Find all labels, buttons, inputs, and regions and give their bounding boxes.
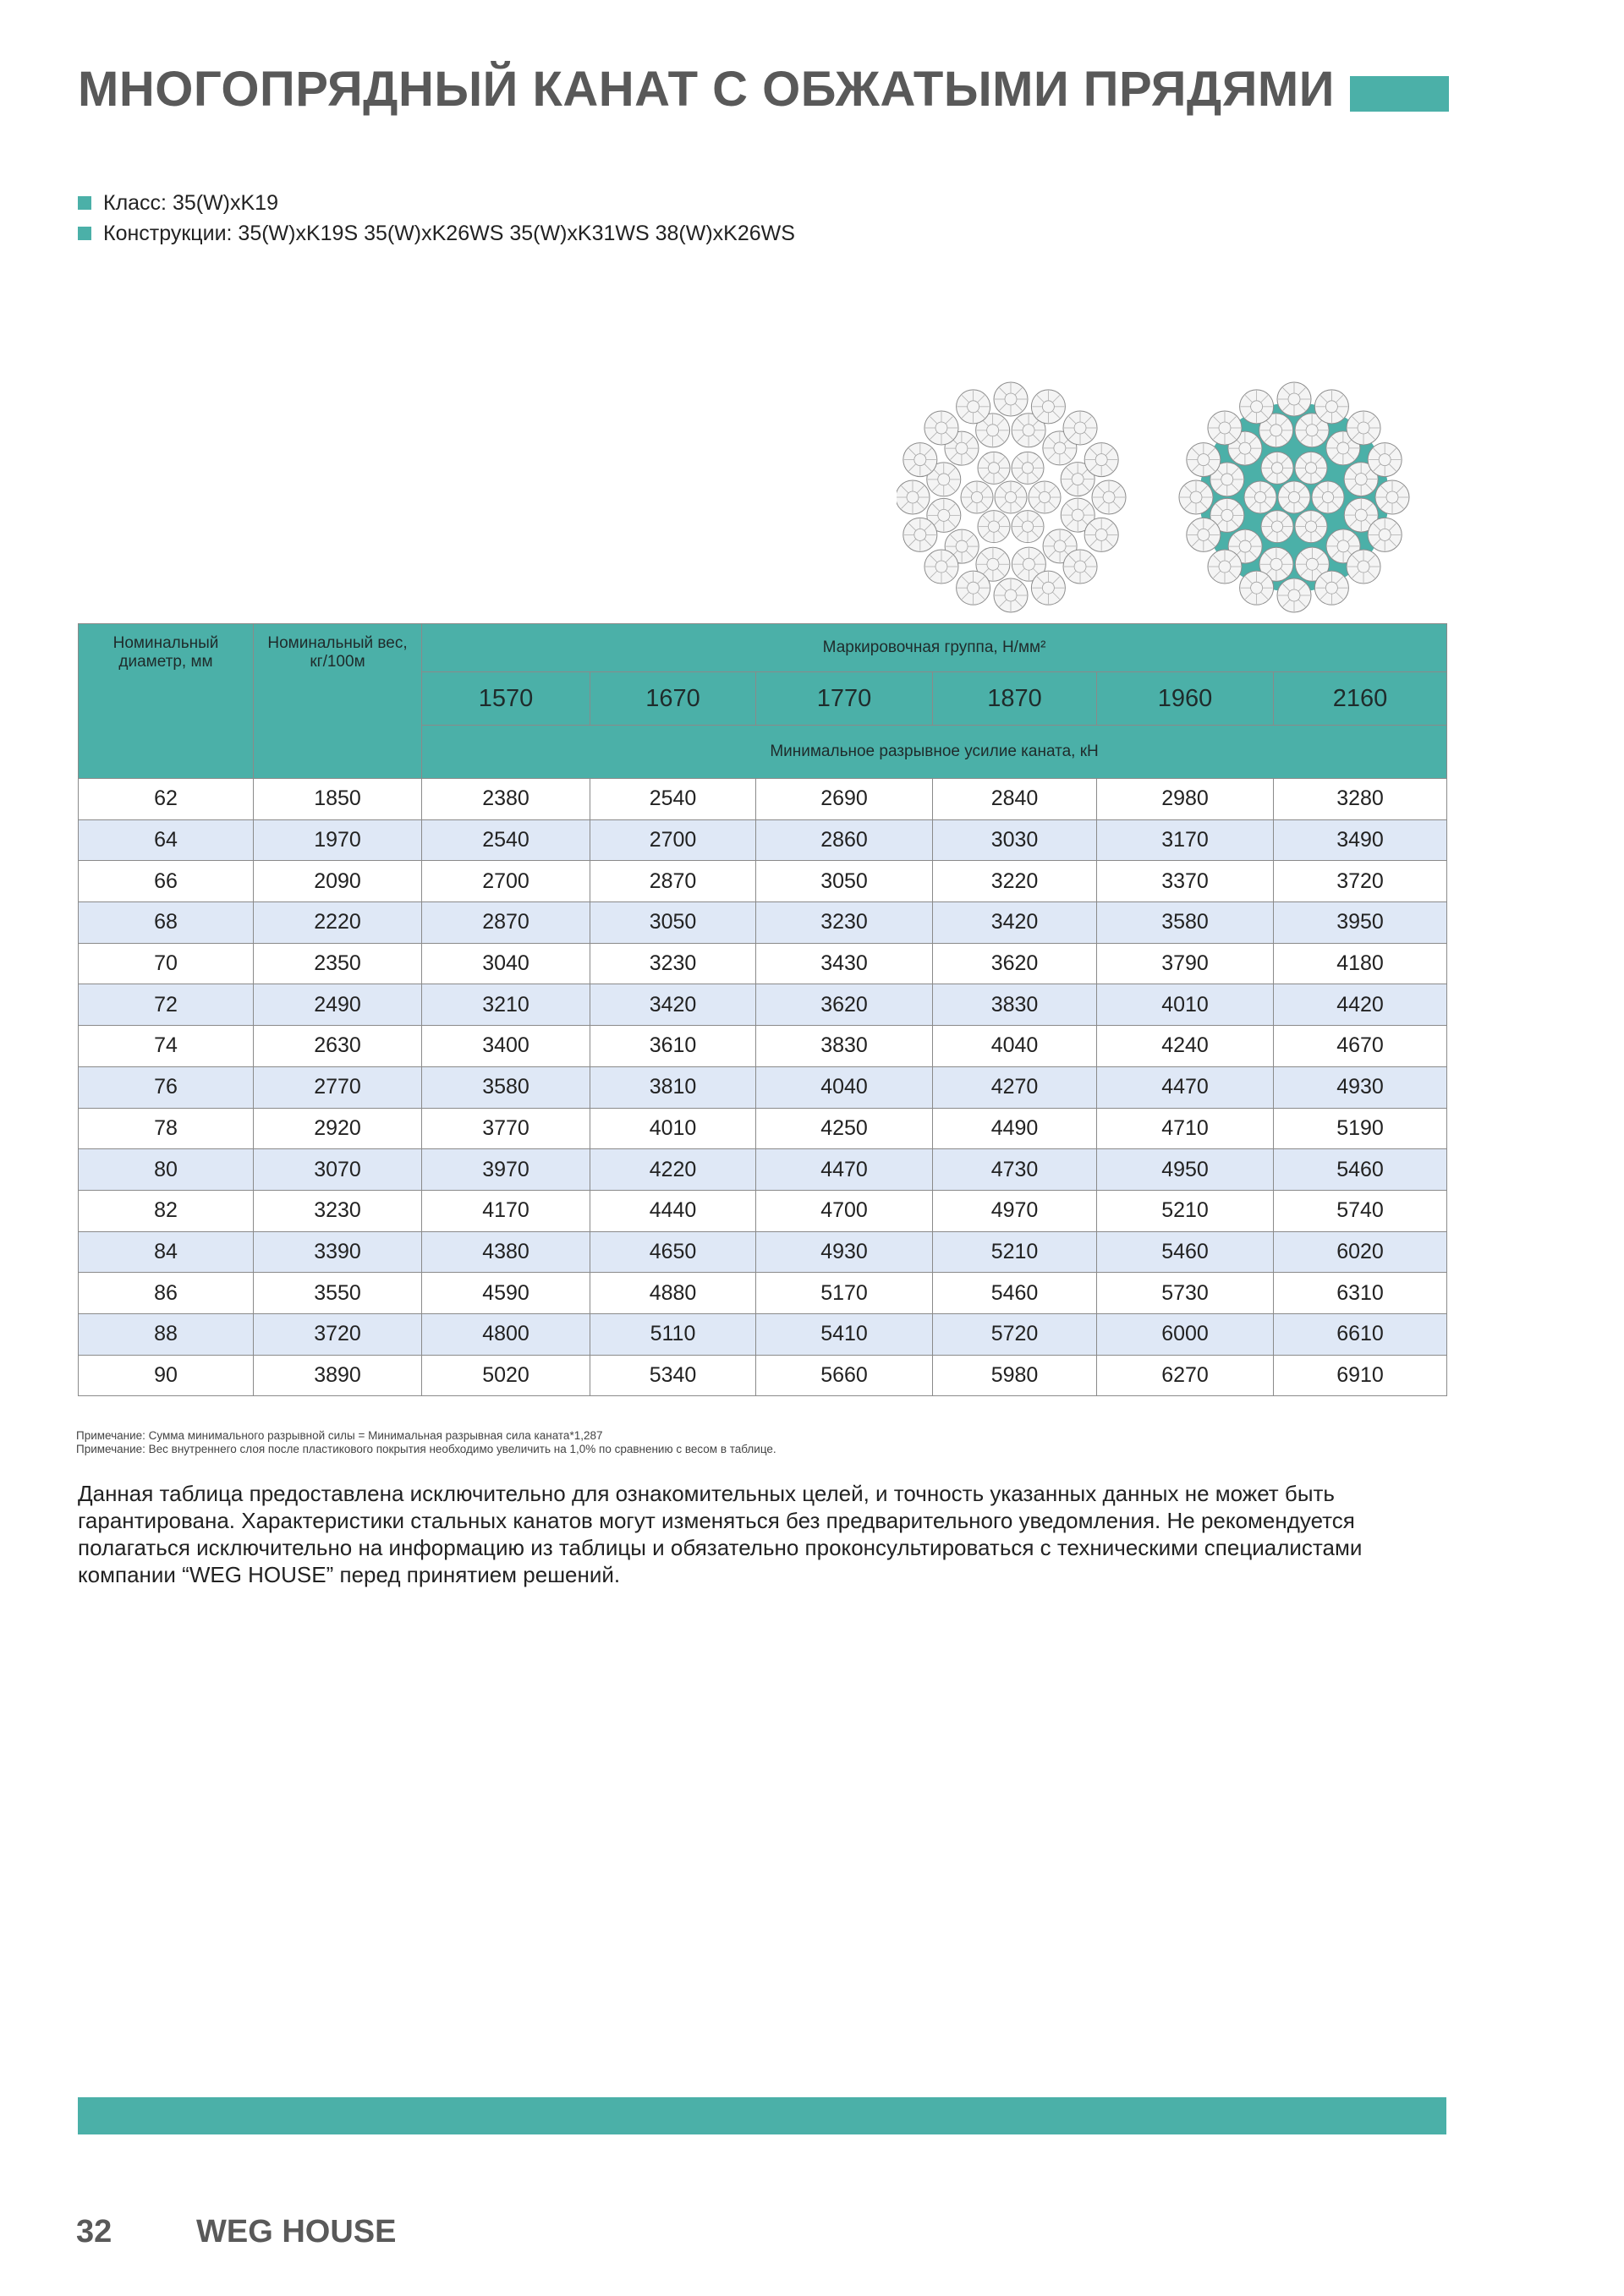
table-cell: 3030	[933, 819, 1097, 861]
table-cell: 2350	[254, 943, 422, 984]
table-cell: 6610	[1274, 1313, 1447, 1355]
table-cell: 3620	[933, 943, 1097, 984]
table-cell: 5410	[756, 1313, 933, 1355]
table-cell: 5980	[933, 1355, 1097, 1396]
table-cell: 3230	[756, 902, 933, 944]
header-grade: 1960	[1097, 672, 1274, 726]
table-row	[79, 1149, 1447, 1191]
rope-diagrams	[897, 379, 1421, 616]
table-cell: 4470	[756, 1149, 933, 1191]
table-cell: 6910	[1274, 1355, 1447, 1396]
table-cell: 4670	[1274, 1026, 1447, 1067]
table-cell: 88	[79, 1313, 254, 1355]
disclaimer-text: Данная таблица предоставлена исключительно для ознакомительных целей, и точность указанных данных не может быть гарантирована. Характеристики стальных канатов могут изменяться без предварительного уведомления. Не рекомендуется полагаться исключительно на информацию из таблицы и обязательно проконсультироваться с техническими специалистами компании “WEG HOUSE” перед принятием решений.	[78, 1481, 1363, 1587]
table-row	[79, 984, 1447, 1026]
table-cell: 6000	[1097, 1313, 1274, 1355]
table-cell: 2540	[590, 779, 756, 820]
table-cell: 2700	[422, 861, 590, 902]
header-diameter: Номинальный диаметр, мм	[79, 624, 254, 779]
table-cell: 6310	[1274, 1273, 1447, 1314]
table-row	[79, 1355, 1447, 1396]
spec-item-class	[78, 188, 795, 218]
table-cell: 5340	[590, 1355, 756, 1396]
square-bullet-icon	[78, 196, 91, 210]
header-marking-group: Маркировочная группа, Н/мм²	[422, 624, 1447, 672]
table-row	[79, 1026, 1447, 1067]
table-cell: 2870	[590, 861, 756, 902]
table-cell: 84	[79, 1231, 254, 1273]
table-cell: 3390	[254, 1231, 422, 1273]
table-cell: 2770	[254, 1066, 422, 1108]
table-cell: 2540	[422, 819, 590, 861]
table-cell: 5740	[1274, 1190, 1447, 1231]
table-cell: 3420	[590, 984, 756, 1026]
table-cell: 2380	[422, 779, 590, 820]
square-bullet-icon	[78, 227, 91, 240]
table-cell: 76	[79, 1066, 254, 1108]
table-cell: 2690	[756, 779, 933, 820]
table-cell: 4490	[933, 1108, 1097, 1149]
table-cell: 3040	[422, 943, 590, 984]
table-cell: 2920	[254, 1108, 422, 1149]
table-row	[79, 1108, 1447, 1149]
table-cell: 5460	[1097, 1231, 1274, 1273]
table-cell: 3830	[756, 1026, 933, 1067]
table-cell: 5170	[756, 1273, 933, 1314]
page-title: МНОГОПРЯДНЫЙ КАНАТ С ОБЖАТЫМИ ПРЯДЯМИ	[78, 62, 1335, 117]
table-row	[79, 902, 1447, 944]
table-cell: 2700	[590, 819, 756, 861]
table-cell: 4180	[1274, 943, 1447, 984]
footer-accent-bar	[78, 2097, 1446, 2134]
table-cell: 78	[79, 1108, 254, 1149]
table-cell: 5460	[933, 1273, 1097, 1314]
table-cell: 2490	[254, 984, 422, 1026]
header-weight: Номинальный вес, кг/100м	[254, 624, 422, 779]
table-cell: 2090	[254, 861, 422, 902]
table-cell: 5210	[933, 1231, 1097, 1273]
table-cell: 4170	[422, 1190, 590, 1231]
table-cell: 4730	[933, 1149, 1097, 1191]
table-cell: 3830	[933, 984, 1097, 1026]
header-grade: 1570	[422, 672, 590, 726]
table-cell: 3230	[254, 1190, 422, 1231]
table-cell: 74	[79, 1026, 254, 1067]
table-cell: 3490	[1274, 819, 1447, 861]
table-cell: 4010	[1097, 984, 1274, 1026]
table-cell: 3400	[422, 1026, 590, 1067]
table-cell: 3580	[422, 1066, 590, 1108]
table-cell: 2630	[254, 1026, 422, 1067]
table-cell: 3610	[590, 1026, 756, 1067]
table-cell: 3890	[254, 1355, 422, 1396]
table-cell: 4250	[756, 1108, 933, 1149]
rope-cross-section-icon	[897, 382, 1126, 612]
table-cell: 4710	[1097, 1108, 1274, 1149]
table-cell: 72	[79, 984, 254, 1026]
table-cell: 5660	[756, 1355, 933, 1396]
table-cell: 4380	[422, 1231, 590, 1273]
spec-item-constructions	[78, 218, 795, 249]
table-cell: 5460	[1274, 1149, 1447, 1191]
table-cell: 2220	[254, 902, 422, 944]
table-cell: 5110	[590, 1313, 756, 1355]
table-cell: 2860	[756, 819, 933, 861]
table-cell: 3970	[422, 1149, 590, 1191]
rope-cross-section-plastic-core-icon	[1179, 382, 1409, 612]
table-cell: 80	[79, 1149, 254, 1191]
header-grade: 1870	[933, 672, 1097, 726]
header-breaking-force: Минимальное разрывное усилие каната, кН	[422, 726, 1447, 779]
table-row	[79, 1273, 1447, 1314]
table-cell: 3620	[756, 984, 933, 1026]
table-cell: 90	[79, 1355, 254, 1396]
table-cell: 6270	[1097, 1355, 1274, 1396]
table-cell: 5210	[1097, 1190, 1274, 1231]
table-cell: 4700	[756, 1190, 933, 1231]
header-grade: 1770	[756, 672, 933, 726]
table-cell: 3810	[590, 1066, 756, 1108]
table-cell: 2840	[933, 779, 1097, 820]
table-cell: 3220	[933, 861, 1097, 902]
rope-spec-table-container	[78, 623, 1446, 1396]
table-cell: 1850	[254, 779, 422, 820]
table-cell: 68	[79, 902, 254, 944]
footer-brand: WEG HOUSE	[196, 2214, 397, 2249]
table-row	[79, 861, 1447, 902]
table-cell: 86	[79, 1273, 254, 1314]
table-cell: 66	[79, 861, 254, 902]
note-line: Примечание: Вес внутреннего слоя после пластикового покрытия необходимо увеличить на 1,0% по сравнению с весом в таблице.	[76, 1443, 776, 1455]
table-cell: 4470	[1097, 1066, 1274, 1108]
table-cell: 5720	[933, 1313, 1097, 1355]
table-cell: 3230	[590, 943, 756, 984]
table-cell: 4930	[1274, 1066, 1447, 1108]
table-cell: 4010	[590, 1108, 756, 1149]
table-cell: 3950	[1274, 902, 1447, 944]
table-cell: 2870	[422, 902, 590, 944]
rope-spec-table	[78, 623, 1447, 1396]
table-cell: 3580	[1097, 902, 1274, 944]
spec-class-text: Класс: 35(W)xK19	[103, 190, 278, 215]
table-row	[79, 779, 1447, 820]
table-cell: 4420	[1274, 984, 1447, 1026]
table-cell: 6020	[1274, 1231, 1447, 1273]
table-cell: 4220	[590, 1149, 756, 1191]
table-cell: 4440	[590, 1190, 756, 1231]
table-cell: 4880	[590, 1273, 756, 1314]
table-cell: 3420	[933, 902, 1097, 944]
table-row	[79, 1190, 1447, 1231]
table-cell: 5190	[1274, 1108, 1447, 1149]
spec-list	[78, 188, 795, 249]
table-cell: 3770	[422, 1108, 590, 1149]
table-row	[79, 1313, 1447, 1355]
table-cell: 3170	[1097, 819, 1274, 861]
notes	[76, 1429, 776, 1456]
spec-constructions-text: Конструкции: 35(W)xK19S 35(W)xK26WS 35(W)xK31WS 38(W)xK26WS	[103, 221, 795, 245]
table-cell: 3370	[1097, 861, 1274, 902]
table-cell: 3790	[1097, 943, 1274, 984]
table-cell: 3280	[1274, 779, 1447, 820]
table-cell: 3430	[756, 943, 933, 984]
table-cell: 4270	[933, 1066, 1097, 1108]
table-cell: 4650	[590, 1231, 756, 1273]
table-cell: 4930	[756, 1231, 933, 1273]
table-row	[79, 1231, 1447, 1273]
table-cell: 4240	[1097, 1026, 1274, 1067]
table-cell: 5730	[1097, 1273, 1274, 1314]
table-cell: 2980	[1097, 779, 1274, 820]
table-cell: 4040	[756, 1066, 933, 1108]
table-cell: 3720	[254, 1313, 422, 1355]
table-cell: 5020	[422, 1355, 590, 1396]
table-cell: 82	[79, 1190, 254, 1231]
table-cell: 3550	[254, 1273, 422, 1314]
header-grade: 2160	[1274, 672, 1447, 726]
table-cell: 4040	[933, 1026, 1097, 1067]
table-cell: 62	[79, 779, 254, 820]
table-row	[79, 1066, 1447, 1108]
table-cell: 4590	[422, 1273, 590, 1314]
table-body	[79, 779, 1447, 1396]
table-row	[79, 943, 1447, 984]
table-row	[79, 819, 1447, 861]
table-cell: 3050	[590, 902, 756, 944]
table-cell: 4950	[1097, 1149, 1274, 1191]
note-line: Примечание: Сумма минимального разрывной силы = Минимальная разрывная сила каната*1,287	[76, 1429, 603, 1442]
table-cell: 3050	[756, 861, 933, 902]
table-cell: 3720	[1274, 861, 1447, 902]
table-cell: 4970	[933, 1190, 1097, 1231]
table-cell: 3210	[422, 984, 590, 1026]
table-cell: 64	[79, 819, 254, 861]
table-cell: 4800	[422, 1313, 590, 1355]
page-number: 32	[76, 2214, 112, 2249]
table-cell: 1970	[254, 819, 422, 861]
table-cell: 3070	[254, 1149, 422, 1191]
table-cell: 70	[79, 943, 254, 984]
title-accent-bar	[1350, 76, 1449, 112]
header-grade: 1670	[590, 672, 756, 726]
